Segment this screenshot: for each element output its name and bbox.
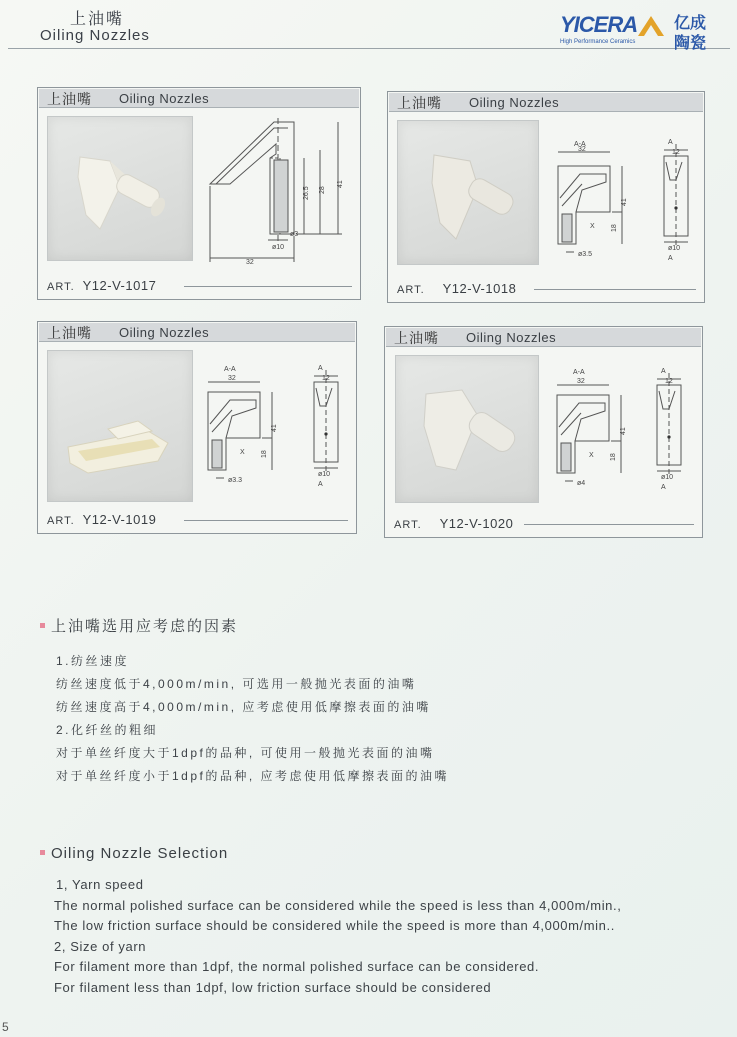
card-title-en: Oiling Nozzles — [466, 330, 557, 345]
art-prefix: ART. — [397, 284, 425, 296]
art-code: Y12-V-1017 — [82, 278, 157, 293]
cn-line: 对于单丝纤度大于1dpf的品种, 可使用一般抛光表面的油嘴 — [56, 746, 435, 760]
nozzle-photo-1020 — [396, 356, 540, 504]
technical-drawing-1017 — [204, 114, 354, 266]
card-title-en: Oiling Nozzles — [469, 95, 560, 110]
dim-d35: ø3.5 — [578, 251, 593, 258]
technical-drawing-1020 — [551, 365, 701, 497]
art-label — [47, 278, 156, 293]
product-card-1017 — [37, 87, 361, 300]
nozzle-photo-1019 — [48, 351, 194, 503]
art-underline — [184, 520, 348, 521]
en-line: The low friction surface should be considered while the speed is more than 4,000m/min.. — [54, 918, 615, 933]
logo-triangle-inner — [644, 25, 658, 36]
product-card-1018 — [387, 91, 705, 303]
dim-aa: A-A — [224, 366, 236, 373]
dim-d10: ø10 — [661, 474, 674, 481]
dim-aa: A-A — [574, 141, 586, 148]
card-title-cn: 上油嘴 — [394, 330, 439, 346]
nozzle-photo-1018 — [398, 121, 540, 266]
card-header — [39, 323, 355, 342]
dim-x: X — [240, 449, 245, 456]
logo-tagline: High Performance Ceramics — [560, 39, 636, 45]
art-label — [394, 516, 513, 531]
cn-line: 纺丝速度低于4,000m/min, 可选用一般抛光表面的油嘴 — [56, 677, 417, 691]
card-title-cn: 上油嘴 — [397, 95, 442, 111]
product-photo — [47, 350, 193, 502]
art-underline — [184, 286, 352, 287]
dim-28: 28 — [319, 186, 326, 194]
section-title-cn-text: 上油嘴选用应考虑的因素 — [51, 618, 239, 635]
technical-drawing-1019 — [202, 362, 352, 494]
dim-d10: ø10 — [668, 245, 681, 252]
dim-12: 12 — [665, 378, 673, 385]
card-header — [39, 89, 359, 108]
dim-a-top: A — [668, 139, 673, 146]
logo-word: YICERA — [560, 12, 638, 37]
dim-18: 18 — [261, 450, 268, 458]
dim-32: 32 — [228, 375, 236, 382]
dim-a-bottom: A — [661, 484, 666, 491]
cn-line: 1.纺丝速度 — [56, 654, 130, 668]
technical-drawing-1018 — [552, 136, 702, 266]
card-title-cn: 上油嘴 — [47, 325, 92, 341]
dim-32: 32 — [578, 146, 586, 153]
section-title-en — [40, 845, 228, 862]
dim-a-top: A — [661, 368, 666, 375]
dim-d10: ø10 — [272, 244, 285, 251]
art-underline — [524, 524, 694, 525]
dim-d10: ø10 — [318, 471, 331, 478]
art-prefix: ART. — [394, 519, 422, 531]
card-header — [389, 93, 703, 112]
dim-d33: ø3.3 — [228, 477, 243, 484]
en-line: 1, Yarn speed — [56, 877, 144, 892]
card-title-en: Oiling Nozzles — [119, 91, 210, 106]
cn-line: 2.化纤丝的粗细 — [56, 723, 159, 737]
logo-cn-1: 亿成 — [674, 15, 707, 32]
header-title-cn: 上油嘴 — [70, 11, 125, 28]
en-line: For filament less than 1dpf, low friction surface should be considered — [54, 979, 492, 995]
company-logo — [558, 10, 718, 50]
product-card-1020 — [384, 326, 703, 538]
logo-cn-2: 陶瓷 — [674, 35, 707, 52]
dim-x: X — [589, 452, 594, 459]
dim-41: 41 — [620, 427, 627, 435]
dim-41: 41 — [337, 180, 344, 188]
section-title-cn — [40, 615, 238, 636]
art-prefix: ART. — [47, 515, 75, 527]
art-prefix: ART. — [47, 281, 75, 293]
dim-d4: ø4 — [577, 480, 586, 487]
product-photo — [395, 355, 539, 503]
dim-12: 12 — [672, 149, 680, 156]
dim-a-top: A — [318, 365, 323, 372]
dim-18: 18 — [611, 224, 618, 232]
bullet-icon — [40, 623, 45, 628]
header-title-en: Oiling Nozzles — [40, 27, 150, 44]
en-line: For filament more than 1dpf, the normal polished surface can be considered. — [54, 959, 540, 974]
dim-41: 41 — [271, 424, 278, 432]
dim-aa: A-A — [573, 369, 585, 376]
section-body-cn — [56, 650, 449, 788]
bullet-icon — [40, 850, 45, 855]
dim-a-bottom: A — [318, 481, 323, 488]
card-title-en: Oiling Nozzles — [119, 325, 210, 340]
section-body-en — [54, 875, 621, 998]
section-title-en-text: Oiling Nozzle Selection — [51, 845, 229, 862]
page-number: 5 — [2, 1020, 9, 1034]
product-photo — [397, 120, 539, 265]
dim-a-bottom: A — [668, 255, 673, 262]
dim-12: 12 — [322, 375, 330, 382]
nozzle-photo-1017 — [48, 117, 194, 262]
en-line: 2, Size of yarn — [54, 938, 147, 954]
cn-line: 对于单丝纤度小于1dpf的品种, 应考虑使用低摩擦表面的油嘴 — [56, 769, 450, 783]
art-underline — [534, 289, 696, 290]
card-header — [386, 328, 701, 347]
art-label — [47, 512, 156, 527]
dim-41: 41 — [621, 198, 628, 206]
dim-32: 32 — [577, 378, 585, 385]
dim-32: 32 — [246, 259, 254, 266]
art-code: Y12-V-1019 — [82, 512, 157, 527]
cn-line: 纺丝速度高于4,000m/min, 应考虑使用低摩擦表面的油嘴 — [56, 700, 431, 714]
dim-26-5: 26.5 — [303, 186, 310, 200]
card-title-cn: 上油嘴 — [47, 91, 92, 107]
art-code: Y12-V-1018 — [442, 281, 517, 296]
dim-d3: ø3 — [290, 231, 299, 238]
product-photo — [47, 116, 193, 261]
en-line: The normal polished surface can be considered while the speed is less than 4,000m/min., — [54, 897, 622, 913]
art-code: Y12-V-1020 — [439, 516, 514, 531]
product-card-1019 — [37, 321, 357, 534]
art-label — [397, 281, 516, 296]
dim-18: 18 — [610, 453, 617, 461]
dim-x: X — [590, 223, 595, 230]
